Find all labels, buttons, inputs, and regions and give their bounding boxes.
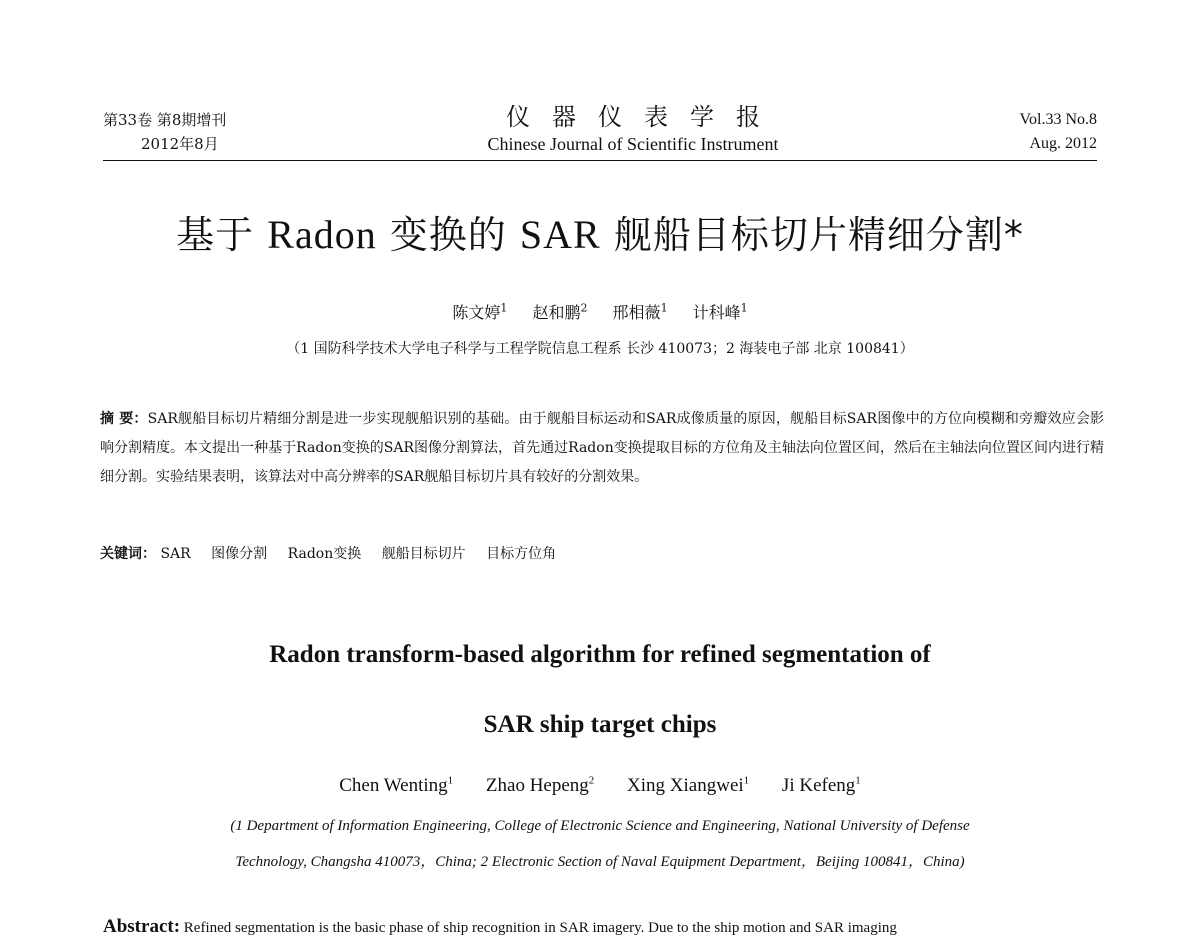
title-en-line: SAR ship target chips xyxy=(483,711,717,738)
author-name: 邢相薇 xyxy=(612,303,661,322)
author-name: Chen Wenting xyxy=(339,775,448,797)
keyword: SAR xyxy=(160,546,191,562)
affiliation-mark: 1 xyxy=(743,775,750,787)
abstract-en xyxy=(103,912,1103,943)
author-en xyxy=(782,775,861,796)
author-list-en xyxy=(0,775,1200,797)
title-cn-part: 基于 xyxy=(176,213,255,257)
affiliation-mark: 2 xyxy=(580,301,588,315)
issue-date-cn: 2012年8月 xyxy=(141,135,219,153)
journal-name-cn: 仪器仪表学报 xyxy=(506,103,782,131)
abstract-cn xyxy=(100,405,1104,492)
header-rule xyxy=(103,160,1097,161)
author-list-cn xyxy=(0,300,1200,323)
author-name: Ji Kefeng xyxy=(781,775,856,797)
affiliation-en xyxy=(0,808,1200,880)
author-name: Zhao Hepeng xyxy=(485,775,589,797)
volume-issue: 第33卷 第8期增刊 xyxy=(103,111,227,129)
author-name: 陈文婷 xyxy=(452,303,501,322)
volume-info-en xyxy=(1020,108,1098,156)
author-cn xyxy=(613,303,668,322)
volume-number-en: Vol.33 No.8 xyxy=(1019,111,1097,128)
keyword: 图像分割 xyxy=(211,546,268,562)
abstract-cn-text: SAR舰船目标切片精细分割是进一步实现舰船识别的基础。由于舰船目标运动和SAR成像质量的原因，舰船目标SAR图像中的方位向模糊和旁瓣效应会影响分割精度。本文提出一种基于Radon变换的SAR图像分割算法，首先通过Radon变换提取目标的方位角及主轴法向位置区间，然后在主轴法向位置区间内进行精细分割。实验结果表明，该算法对中高分辨率的SAR舰船目标切片具有较好的分割效果。 xyxy=(100,411,1104,485)
author-en xyxy=(486,775,594,796)
keywords-cn xyxy=(100,540,1104,569)
journal-header xyxy=(103,102,1097,162)
affiliation-mark: 1 xyxy=(855,775,861,787)
journal-name xyxy=(453,102,813,156)
abstract-cn-label: 摘 要： xyxy=(100,411,148,427)
title-cn-part: Radon xyxy=(267,212,377,257)
author-en xyxy=(627,775,749,796)
affiliation-mark: 1 xyxy=(660,301,668,315)
author-name: 计科峰 xyxy=(692,303,741,322)
paper-title-cn xyxy=(0,204,1200,259)
abstract-en-label: Abstract: xyxy=(103,916,181,937)
author-cn xyxy=(452,303,507,322)
paper-title-en xyxy=(0,620,1200,760)
affiliation-mark: 2 xyxy=(588,775,595,787)
affiliation-cn: （1 国防科学技术大学电子科学与工程学院信息工程系 长沙 410073；2 海装电子部 北京 100841） xyxy=(286,341,914,357)
journal-name-en: Chinese Journal of Scientific Instrument xyxy=(487,134,779,154)
affiliation-en-line: Technology, Changsha 410073，China; 2 Electronic Section of Naval Equipment Department，Beijing 100841，China) xyxy=(235,854,965,870)
title-cn-part: SAR xyxy=(519,212,601,257)
keyword: 目标方位角 xyxy=(486,546,557,562)
author-en xyxy=(339,775,453,796)
abstract-en-text: Refined segmentation is the basic phase of ship recognition in SAR imagery. Due to the ship motion and SAR imaging xyxy=(183,920,897,936)
author-cn xyxy=(693,303,748,322)
affiliation-mark: 1 xyxy=(500,301,508,315)
keyword: Radon变换 xyxy=(287,546,362,562)
author-name: 赵和鹏 xyxy=(532,303,581,322)
keywords-cn-label: 关键词： xyxy=(100,546,156,562)
issue-info xyxy=(103,108,226,156)
affiliation-mark: 1 xyxy=(740,301,748,315)
affiliation-mark: 1 xyxy=(447,775,454,787)
affiliation-en-line: (1 Department of Information Engineering, College of Electronic Science and Engineering, National University of Defense xyxy=(230,818,970,834)
author-cn xyxy=(532,303,587,322)
issue-date-en: Aug. 2012 xyxy=(1029,135,1097,152)
title-cn-part: 变换的 xyxy=(389,213,507,257)
keyword: 舰船目标切片 xyxy=(381,546,466,562)
title-en-line: Radon transform-based algorithm for refined segmentation of xyxy=(269,641,931,668)
author-name: Xing Xiangwei xyxy=(627,775,744,797)
title-cn-part: 舰船目标切片精细分割* xyxy=(613,213,1024,257)
